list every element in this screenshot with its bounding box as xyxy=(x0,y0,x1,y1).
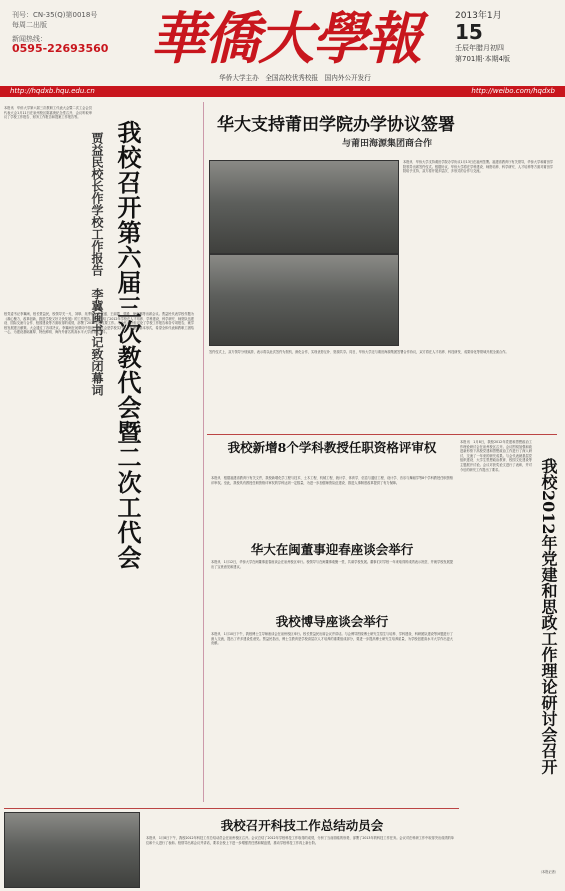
mid-article-1-body: 本报讯 根据福建省教育厅有关文件，我校新增化学工程与技术、土木工程、机械工程、统计学、体育学、信息与通信工程、设计学、音乐与舞蹈学等8个学科教授任职资格评审权。至此，我校具有教授任职资格评审权的学科达到一定数量，为进一步加强师资队伍建设、推进人事制度改革提供了有力保障。 xyxy=(211,476,453,485)
website-link[interactable]: http://hqdxb.hqu.edu.cn xyxy=(10,87,95,95)
issue-number: 刊号：CN-35(Q)第0018号 xyxy=(12,11,98,19)
bottom-divider xyxy=(4,808,459,809)
right-article-body: 本报讯 1月8日，我校2012年党建和思想政治工作理论研讨会在泉州校区召开。会议围绕加强和改进新形势下高校党建和思想政治工作进行了深入研讨，交流了一年来的研究成果。与会代表就基层党组织建设、大学生思想政治教育、校园文化建设等主题展开讨论。会议对获奖论文进行了表彰，并对今后的研究工作提出了要求。 xyxy=(460,440,532,472)
mid-article-2-headline: 华大在闽董事迎春座谈会举行 xyxy=(250,542,414,557)
bottom-article-headline: 我校召开科技工作总结动员会 xyxy=(220,818,384,833)
top-article xyxy=(207,102,557,432)
mid-article-2-body: 本报讯 1月12日，华侨大学在闽董事迎春座谈会在泉州校区举行。校领导与在闽董事欢聚一堂，共谋学校发展。董事们对学校一年来取得的成绩表示祝贺，并就学校发展提出了宝贵意见和建议。 xyxy=(211,560,453,569)
top-article-body-1: 本报讯 华侨大学支持莆田学院办学协议1月13日在福州签署。福建省教育厅有关领导，华侨大学和莆田学院领导出席签约仪式。根据协议，华侨大学将在学科建设、师资培养、科学研究、人才培养等方面对莆田学院给予支持，双方将开展多层次、多形式的合作与交流。 xyxy=(403,160,553,174)
bottom-photo xyxy=(4,812,140,888)
mid-article-1 xyxy=(207,438,457,535)
top-article-body-2: 签约仪式上，双方领导分别致辞，表示将以此次签约为契机，深化合作，实现优势互补、资源共享。同日，华侨大学还与莆田海源集团签署合作协议，双方将在人才培养、科技研发、成果转化等领域开展全面合作。 xyxy=(209,350,509,354)
issue-info xyxy=(12,10,142,54)
top-article-subhead: 与莆田海源集团商合作 xyxy=(341,139,432,149)
right-article xyxy=(458,438,562,838)
mid-article-3-body: 本报讯 1月10日下午，我校博士生导师座谈会在泉州校区举行。校长贾益民出席会议并讲话。与会博导围绕博士研究生招生与培养、学科建设、科研团队建设等问题进行了深入交流，提出了许多建设性意见。贾益民指出，博士生教育是学校高层次人才培养的重要组成部分，要进一步提高博士研究生培养质量，为学校创建高水平大学作出更大贡献。 xyxy=(211,632,453,646)
mid-article-1-headline: 我校新增8个学科教授任职资格评审权 xyxy=(227,440,437,455)
left-article-body: 校党委书记李冀闽，校长贾益民，校领导关一凡、刘塨、吴季怀、吴宝盛、王丽霞、曾路、徐西鹏等出席会议。贾益民代表学校作题为《凝心聚力，改革创新，推进学校又好又快发展》的工作报告。报告总结了2012年学校在人才培养、学科建设、科学研究、师资队伍建设、国际交流与合作、校园建设等方面取得的成绩，部署了2013年的主要工作。与会代表分组讨论了学校工作报告和各专项报告，就学校发展建言献策。大会通过了各项决议。李冀闽在闭幕词中指出，教代会是学校实行民主管理的基本形式，希望全体代表和教职工团结一心，为建设基础雄厚、特色鲜明、海内外著名的高水平大学而努力奋斗。 xyxy=(4,312,194,335)
issue-date: 2013年1月 xyxy=(455,11,502,21)
date-block xyxy=(455,8,555,65)
issue-volume: 第701期·本期4版 xyxy=(455,55,511,63)
left-article-subhead: 贾益民校长作学校工作报告 李冀闽书记致闭幕词 xyxy=(90,132,104,396)
left-article xyxy=(0,102,200,662)
left-article-headline: 我校召开第六届三次教代会暨二次工代会 xyxy=(113,120,142,570)
mid-article-3 xyxy=(207,610,457,798)
right-article-headline: 我校2012年党建和思政工作理论研讨会召开 xyxy=(539,458,558,775)
masthead-slogan: 华侨大学主办 全国高校优秀校报 国内外公开发行 xyxy=(219,74,371,82)
mid-article-2 xyxy=(207,538,457,608)
lunar-date: 壬辰年腊月初四 xyxy=(455,44,504,52)
bottom-right-credit: （本报记者） xyxy=(538,870,558,874)
section-divider xyxy=(207,434,557,435)
publish-schedule: 每周二出版 xyxy=(12,21,47,29)
issue-day: 15 xyxy=(455,20,483,44)
signing-photo-2 xyxy=(209,254,399,346)
masthead xyxy=(0,0,565,97)
weibo-link[interactable]: http://weibo.com/hqdxb xyxy=(471,87,555,95)
mid-article-3-headline: 我校博导座谈会举行 xyxy=(275,614,389,629)
left-article-lead: 本报讯 华侨大学第六届三次教职工代表大会暨二次工会会员代表大会1月11日在泉州校区陈嘉庚纪念堂召开，会议听取审议了学校工作报告、财务工作报告和提案工作报告等。 xyxy=(4,106,92,120)
top-article-headline: 华大支持莆田学院办学协议签署 xyxy=(217,115,455,135)
hotline-number: 0595-22693560 xyxy=(12,42,109,55)
signing-photo-1 xyxy=(209,160,399,254)
hotline-label: 新闻热线： xyxy=(12,35,47,43)
masthead-logo: 華僑大學報 xyxy=(150,6,420,72)
column-divider xyxy=(203,102,204,802)
bottom-article-body: 本报讯 1月8日下午，我校2012年科技工作总结动员会在泉州校区召开。会议总结了2012年学校科技工作取得的成绩，分析了当前面临的形势，部署了2013年的科技工作任务。会议对在科研工作中取得突出成绩的单位和个人进行了表彰。校领导出席会议并讲话，要求全校上下进一步增强责任感和紧迫感，推动学校科技工作再上新台阶。 xyxy=(146,836,454,845)
url-bar xyxy=(0,86,565,97)
bottom-article xyxy=(142,812,457,888)
